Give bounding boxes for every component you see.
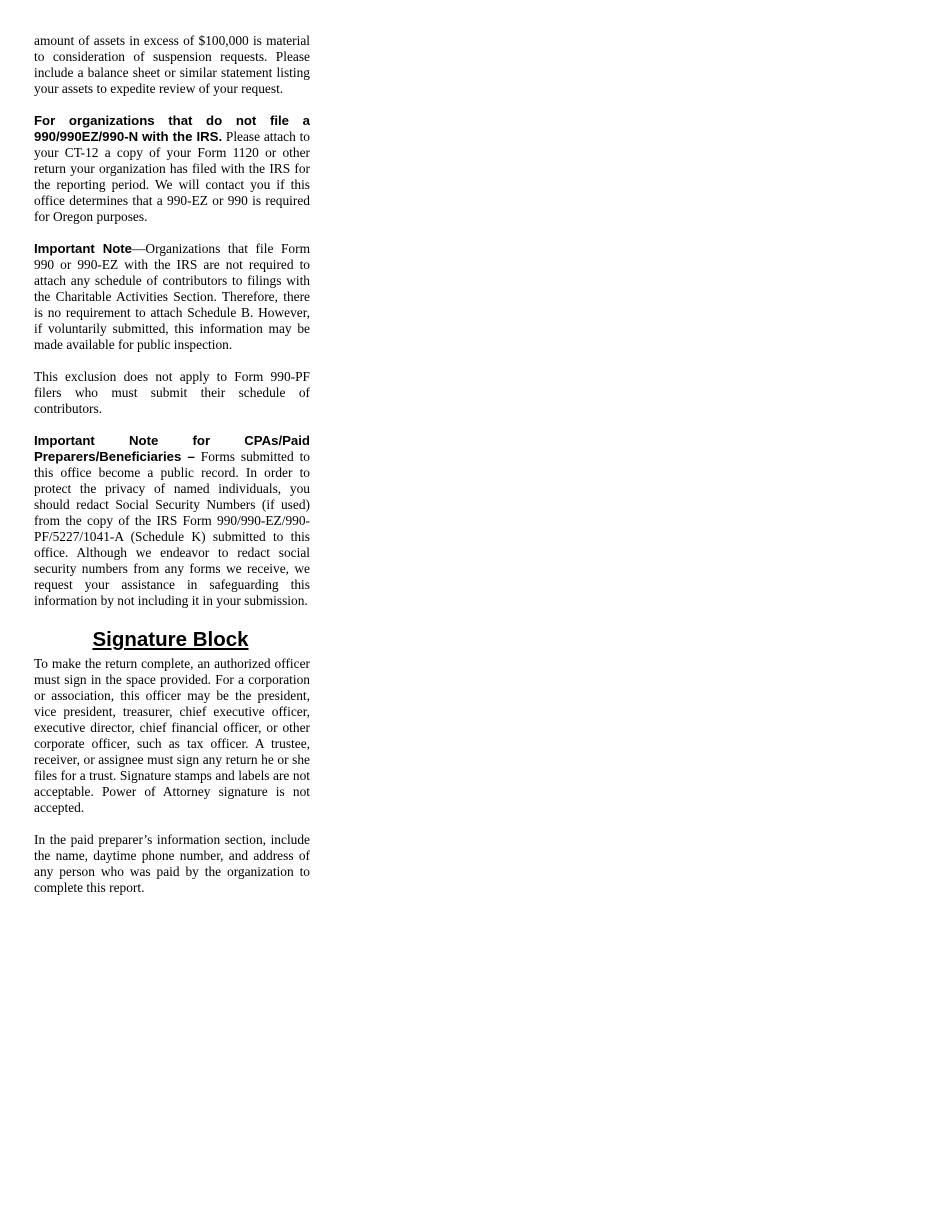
non-filer-lead: For organizations that do not file a 990/990EZ/990-N with the IRS.: [34, 113, 310, 144]
non-filer-body: Please attach to your CT-12 a copy of your Form 1120 or other return your organization has filed with the IRS for the reporting period. We will contact you if this office determines that a 990-EZ or 990 is required for Oregon purposes.: [34, 129, 310, 224]
cpa-note-body: Forms submitted to this office become a public record. In order to protect the privacy of named individuals, you should redact Social Security Numbers (if used) from the copy of the IRS Form 990/990-EZ/990-PF/5227/1041-A (Schedule K) submitted to this office. Although we endeavor to redact social security numbers from any forms we receive, we request your assistance in safeguarding this information by not including it in your submission.: [34, 449, 310, 608]
non-filer-paragraph: [34, 113, 310, 225]
cpa-note-lead: Important Note for CPAs/Paid Preparers/Beneficiaries –: [34, 433, 310, 464]
important-note-paragraph: [34, 241, 310, 353]
paid-preparer-paragraph: In the paid preparer’s information section, include the name, daytime phone number, and address of any person who was paid by the organization to complete this report.: [34, 832, 310, 895]
exclusion-paragraph: This exclusion does not apply to Form 990-PF filers who must submit their schedule of contributors.: [34, 369, 310, 416]
signature-block-heading: Signature Block: [92, 628, 249, 651]
important-note-lead: Important Note: [34, 241, 133, 256]
important-note-body: —Organizations that file Form 990 or 990-EZ with the IRS are not required to attach any schedule of contributors to filings with the Charitable Activities Section. Therefore, there is no requirement to attach Schedule B. However, if voluntarily submitted, this information may be made available for public inspection.: [34, 241, 311, 352]
cpa-note-paragraph: [34, 433, 310, 609]
signature-paragraph: To make the return complete, an authorized officer must sign in the space provided. For a corporation or association, this officer may be the president, vice president, treasurer, chief executive officer, executive director, chief financial officer, or other corporate officer, such as tax officer. A trustee, receiver, or assignee must sign any return he or she files for a trust. Signature stamps and labels are not acceptable. Power of Attorney signature is not accepted.: [34, 656, 310, 815]
instructions-column: [34, 33, 310, 912]
assets-paragraph: amount of assets in excess of $100,000 is material to consideration of suspension requests. Please include a balance sheet or similar statement listing your assets to expedite review of your request.: [34, 33, 310, 96]
